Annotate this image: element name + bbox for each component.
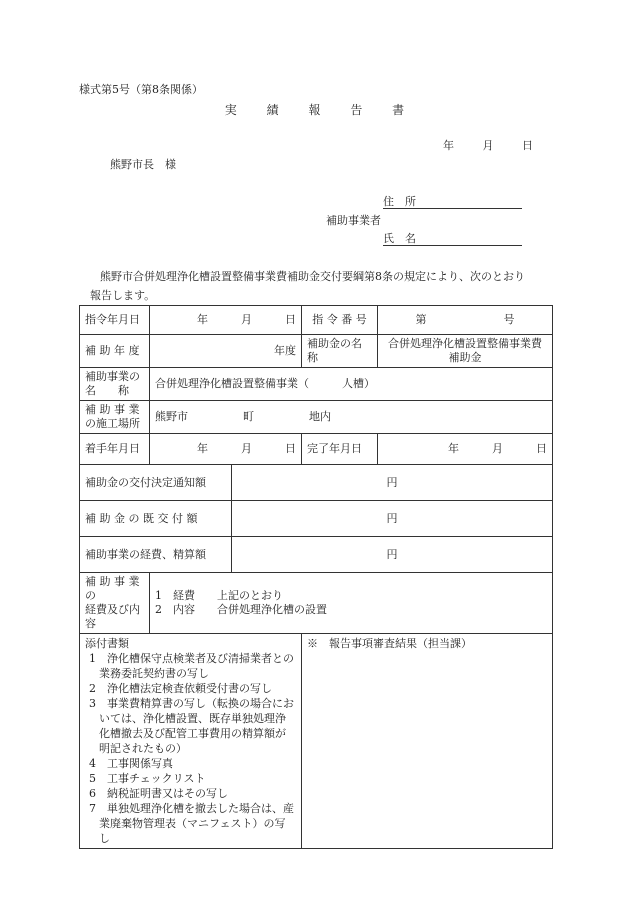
table-row	[80, 434, 553, 465]
label-line: 補 助 事 業	[85, 403, 140, 416]
review-label: ※ 報告事項審査結果（担当課）	[307, 637, 472, 650]
start-date-label: 着手年月日	[80, 434, 150, 465]
label-line: の施工場所	[85, 417, 140, 430]
paid-amount-value[interactable]: 円	[232, 501, 553, 537]
date-day: 日	[522, 139, 533, 152]
label-line: 名 称	[85, 384, 129, 397]
table-row	[80, 573, 553, 634]
name-field-line[interactable]	[383, 245, 522, 246]
table-row	[80, 537, 553, 573]
label-line: 補 助 事 業 の	[85, 575, 140, 602]
report-table	[79, 305, 553, 849]
fiscal-year-label: 補 助 年 度	[80, 335, 150, 368]
document-title	[0, 101, 630, 118]
content-line: 1 経費 上記のとおり	[155, 589, 283, 602]
decision-amount-label: 補助金の交付決定通知額	[80, 465, 232, 501]
title-char: 書	[392, 103, 406, 117]
attachment-item: 7 単独処理浄化槽を撤去した場合は、産業廃棄物管理表（マニフェスト）の写し	[89, 802, 294, 845]
applicant-label: 補助事業者	[326, 214, 381, 227]
attachment-item: 6 納税証明書又はその写し	[89, 787, 228, 800]
address-field-line[interactable]	[383, 208, 522, 209]
body-text-line1: 熊野市合併処理浄化槽設置整備事業費補助金交付要綱第8条の規定により、次のとおり	[100, 270, 525, 283]
attachment-item: 4 工事関係写真	[89, 757, 173, 770]
attachment-item: 2 浄化槽法定検査依頼受付書の写し	[89, 682, 272, 695]
cost-content-value	[150, 573, 553, 634]
title-char: 報	[308, 103, 322, 117]
settlement-amount-value[interactable]: 円	[232, 537, 553, 573]
name-label: 氏 名	[383, 232, 416, 245]
form-number: 様式第5号（第8条関係）	[79, 83, 203, 96]
site-value[interactable]: 熊野市 町 地内	[150, 401, 553, 434]
date-month: 月	[482, 139, 494, 152]
table-row	[80, 401, 553, 434]
settlement-amount-label: 補助事業の経費、精算額	[80, 537, 232, 573]
table-row	[80, 306, 553, 335]
order-date-label: 指令年月日	[80, 306, 150, 335]
review-cell[interactable]	[302, 634, 553, 849]
fiscal-year-value[interactable]: 年度	[150, 335, 302, 368]
table-row	[80, 465, 553, 501]
end-date-value[interactable]: 年 月 日	[378, 434, 553, 465]
attachments-cell	[80, 634, 302, 849]
cost-content-label	[80, 573, 150, 634]
title-char: 績	[266, 103, 280, 117]
title-char: 実	[224, 103, 238, 117]
table-row	[80, 368, 553, 401]
label-line: 経費及び内容	[85, 603, 140, 630]
address-label: 住 所	[383, 195, 416, 208]
start-date-value[interactable]: 年 月 日	[150, 434, 302, 465]
title-char: 告	[350, 103, 364, 117]
attachment-item: 3 事業費精算書の写し（転換の場合においては、浄化槽設置、既存単独処理浄化槽撤去及び配管工事費用の精算額が明記されたもの）	[89, 697, 294, 755]
attachment-item: 5 工事チェックリスト	[89, 772, 206, 785]
body-text-line2: 報告します。	[90, 289, 156, 302]
date-year: 年	[443, 139, 454, 152]
subsidy-name-label: 補助金の名称	[302, 335, 378, 368]
decision-amount-value[interactable]: 円	[232, 465, 553, 501]
end-date-label: 完了年月日	[302, 434, 378, 465]
project-name-label	[80, 368, 150, 401]
attachment-item: 1 浄化槽保守点検業者及び清掃業者との業務委託契約書の写し	[89, 652, 294, 680]
order-number-value[interactable]: 第 号	[378, 306, 553, 335]
addressee: 熊野市長 様	[110, 158, 176, 171]
label-line: 補助事業の	[85, 370, 140, 383]
attachments-heading: 添付書類	[85, 637, 129, 650]
subsidy-name-value: 合併処理浄化槽設置整備事業費補助金	[378, 335, 553, 368]
site-label	[80, 401, 150, 434]
table-row	[80, 501, 553, 537]
project-name-value[interactable]: 合併処理浄化槽設置整備事業（ 人槽）	[150, 368, 553, 401]
order-number-label: 指 令 番 号	[302, 306, 378, 335]
content-line: 2 内容 合併処理浄化槽の設置	[155, 603, 327, 616]
report-date	[443, 137, 558, 153]
paid-amount-label: 補 助 金 の 既 交 付 額	[80, 501, 232, 537]
table-row	[80, 335, 553, 368]
order-date-value[interactable]: 年 月 日	[150, 306, 302, 335]
table-row	[80, 634, 553, 849]
